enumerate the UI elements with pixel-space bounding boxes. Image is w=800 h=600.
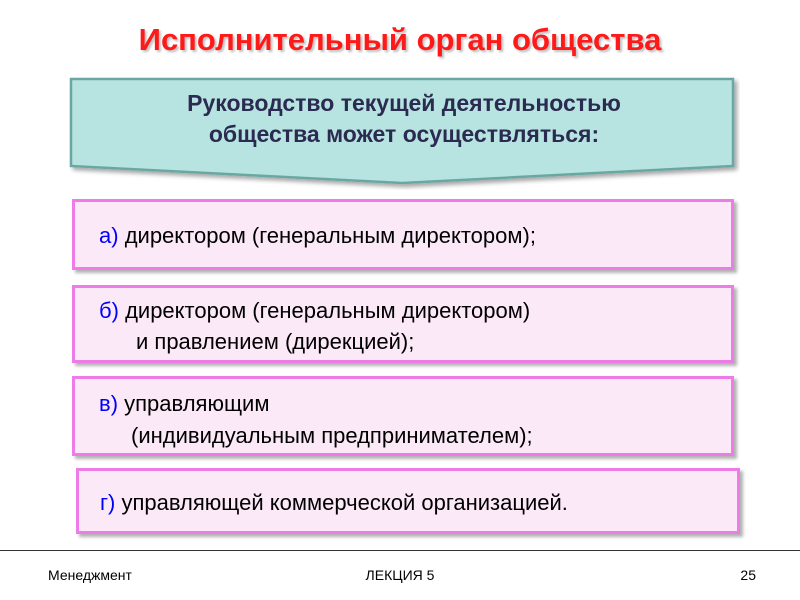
option-b-line-1 [99,297,530,325]
option-c-box [72,376,734,456]
option-a-text: директором (генеральным директором); [124,223,536,248]
option-a-line-1 [99,222,536,250]
option-c-text-1: управляющим [124,391,270,416]
option-d-box [76,468,740,534]
option-b-letter: б) [99,298,119,323]
banner-line-2: общества может осуществляться: [208,121,600,147]
option-c-letter: в) [99,391,119,416]
footer-lecture: ЛЕКЦИЯ 5 [365,567,435,583]
option-a-box [72,199,734,270]
option-d-text: управляющей коммерческой организацией. [121,490,568,515]
page-number: 25 [740,567,756,583]
option-b-text-1: директором (генеральным директором) [125,298,531,323]
option-d-letter: г) [100,490,116,515]
option-b-box [72,285,734,363]
option-c-text-2: (индивидуальным предпринимателем); [131,423,533,448]
footer-course: Менеджмент [48,567,132,583]
option-a-letter: а) [99,223,119,248]
option-d-line-1 [100,489,568,517]
banner-text [75,88,733,150]
footer-divider [0,550,800,551]
option-c-line-1 [99,390,269,418]
banner-line-1: Руководство текущей деятельностью [187,90,621,116]
slide-title: Исполнительный орган общества [138,22,662,57]
option-b-text-2: и правлением (дирекцией); [136,329,415,354]
